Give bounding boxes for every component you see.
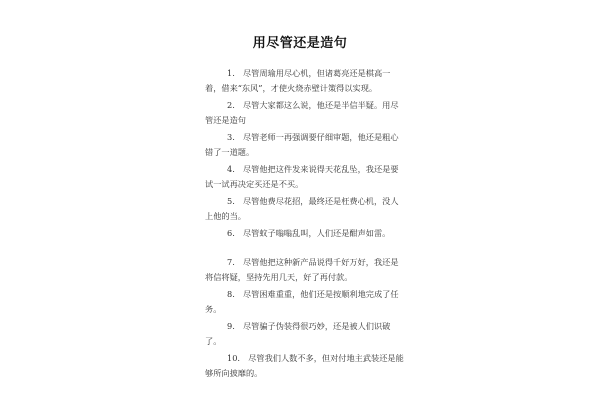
sentence-item-9: 9. 尽管骗子伪装得很巧妙，还是被人们识破了。 [205,321,391,346]
sentence-item-8: 8. 尽管困难重重，他们还是按顺利地完成了任务。 [205,289,399,314]
sentence-item-2: 2. 尽管大家都这么说，他还是半信半疑。用尽管还是造句 [205,100,399,125]
sentence-item-4: 4. 尽管他把这件发来说得天花乱坠，我还是要试一试再决定买还是不买。 [205,164,399,189]
sentence-item-1: 1. 尽管周瑜用尽心机，但诸葛亮还是棋高一着，借来“东风”，才使火烧赤壁计策得以实现。 [205,68,391,93]
sentence-item-5: 5. 尽管他费尽花招，最终还是枉费心机，没人上他的当。 [205,196,399,221]
sentence-item-10: 10. 尽管我们人数不多，但对付地主武装还是能够所向披靡的。 [205,353,404,378]
sentence-list [205,66,405,383]
sentence-item-3: 3. 尽管老师一再强调要仔细审题，他还是粗心错了一道题。 [205,132,399,157]
sentence-item-7: 7. 尽管他把这种新产品说得千好万好，我还是将信将疑，坚持先用几天，好了再付款。 [205,257,399,282]
sentence-item-6: 6. 尽管蚊子嗡嗡乱叫，人们还是酣声如雷。 [227,228,391,238]
document-title: 用尽管还是造句 [252,36,348,51]
